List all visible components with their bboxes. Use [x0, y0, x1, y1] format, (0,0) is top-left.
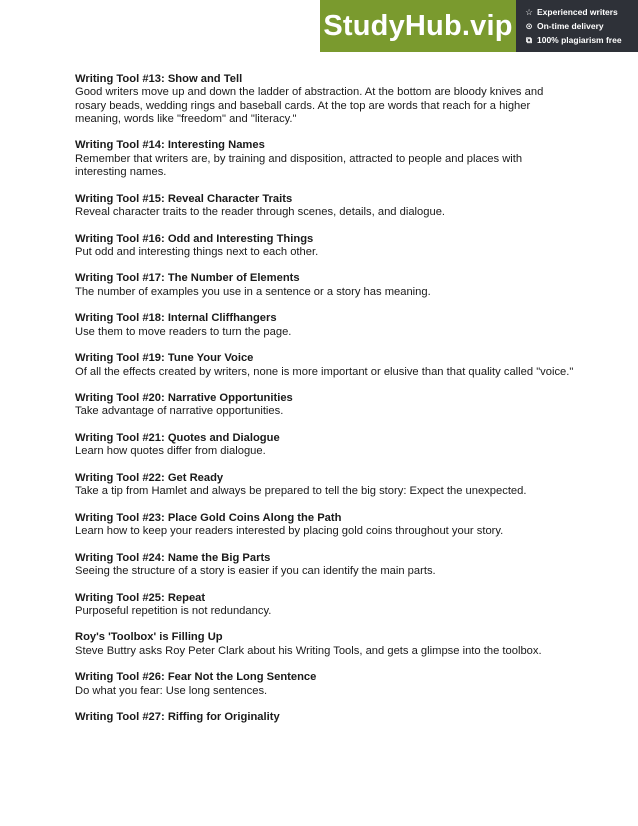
clock-icon: ⊙	[525, 20, 533, 31]
tool-entry	[75, 711, 575, 724]
perk-label: Experienced writers	[537, 7, 618, 17]
tool-entry	[75, 352, 575, 379]
tool-entry	[75, 472, 575, 499]
tool-title: Writing Tool #23: Place Gold Coins Along the Path	[75, 511, 342, 524]
tool-description: Seeing the structure of a story is easier if you can identify the main parts.	[75, 564, 436, 577]
perk-label: 100% plagiarism free	[537, 35, 622, 45]
tool-entry	[75, 671, 575, 698]
star-icon: ☆	[525, 6, 533, 17]
tool-description: Good writers move up and down the ladder of abstraction. At the bottom are bloody knives and rosary beads, wedding rings and baseball cards. At the top are words that reach for a higher meaning, words like "freedom" and "literacy."	[75, 86, 544, 125]
tool-description: Put odd and interesting things next to each other.	[75, 245, 319, 258]
document-body	[75, 73, 575, 738]
brand-logo[interactable]: StudyHub.vip	[320, 0, 516, 52]
tool-title: Writing Tool #20: Narrative Opportunities	[75, 392, 293, 405]
tool-entry	[75, 139, 575, 179]
tool-title: Roy's 'Toolbox' is Filling Up	[75, 631, 223, 644]
perks-list	[516, 0, 638, 52]
tool-entry	[75, 552, 575, 579]
tool-title: Writing Tool #21: Quotes and Dialogue	[75, 432, 280, 445]
tool-title: Writing Tool #13: Show and Tell	[75, 73, 243, 85]
tool-title: Writing Tool #19: Tune Your Voice	[75, 352, 254, 365]
tool-entry	[75, 432, 575, 459]
tool-entry	[75, 512, 575, 539]
copy-icon: ⧉	[525, 34, 533, 45]
tool-title: Writing Tool #24: Name the Big Parts	[75, 551, 271, 564]
tool-title: Writing Tool #22: Get Ready	[75, 471, 224, 484]
tool-title: Writing Tool #25: Repeat	[75, 591, 206, 604]
tool-description: Reveal character traits to the reader through scenes, details, and dialogue.	[75, 205, 446, 218]
tool-entry	[75, 631, 575, 658]
tool-title: Writing Tool #26: Fear Not the Long Sentence	[75, 671, 317, 684]
tool-title: Writing Tool #16: Odd and Interesting Things	[75, 232, 314, 245]
tool-description: Do what you fear: Use long sentences.	[75, 684, 268, 697]
tool-entry	[75, 392, 575, 419]
tool-title: Writing Tool #17: The Number of Elements	[75, 272, 300, 285]
tool-description: Learn how quotes differ from dialogue.	[75, 445, 266, 458]
tool-entry	[75, 592, 575, 619]
tool-description: Remember that writers are, by training and disposition, attracted to people and places with interesting names.	[75, 152, 523, 179]
tool-description: Steve Buttry asks Roy Peter Clark about his Writing Tools, and gets a glimpse into the toolbox.	[75, 644, 542, 657]
tool-title: Writing Tool #15: Reveal Character Traits	[75, 192, 293, 205]
tool-description: Purposeful repetition is not redundancy.	[75, 604, 272, 617]
tool-description: Of all the effects created by writers, none is more important or elusive than that quality called "voice."	[75, 365, 574, 378]
studyhub-banner[interactable]	[320, 0, 638, 52]
tool-description: The number of examples you use in a sentence or a story has meaning.	[75, 285, 431, 298]
tool-title: Writing Tool #18: Internal Cliffhangers	[75, 312, 277, 325]
tool-title: Writing Tool #27: Riffing for Originality	[75, 711, 280, 724]
tool-entry	[75, 272, 575, 299]
tool-description: Take advantage of narrative opportunities.	[75, 405, 284, 418]
tool-entry	[75, 233, 575, 260]
tool-description: Use them to move readers to turn the page.	[75, 325, 292, 338]
tool-description: Take a tip from Hamlet and always be prepared to tell the big story: Expect the unexpected.	[75, 485, 527, 498]
tool-title: Writing Tool #14: Interesting Names	[75, 139, 265, 152]
tool-entry	[75, 312, 575, 339]
perk-item	[524, 35, 638, 46]
tool-description: Learn how to keep your readers interested by placing gold coins throughout your story.	[75, 525, 504, 538]
perk-item	[524, 7, 638, 18]
perk-item	[524, 21, 638, 32]
perk-label: On-time delivery	[537, 21, 604, 31]
tool-entry	[75, 73, 575, 126]
tool-entry	[75, 193, 575, 220]
